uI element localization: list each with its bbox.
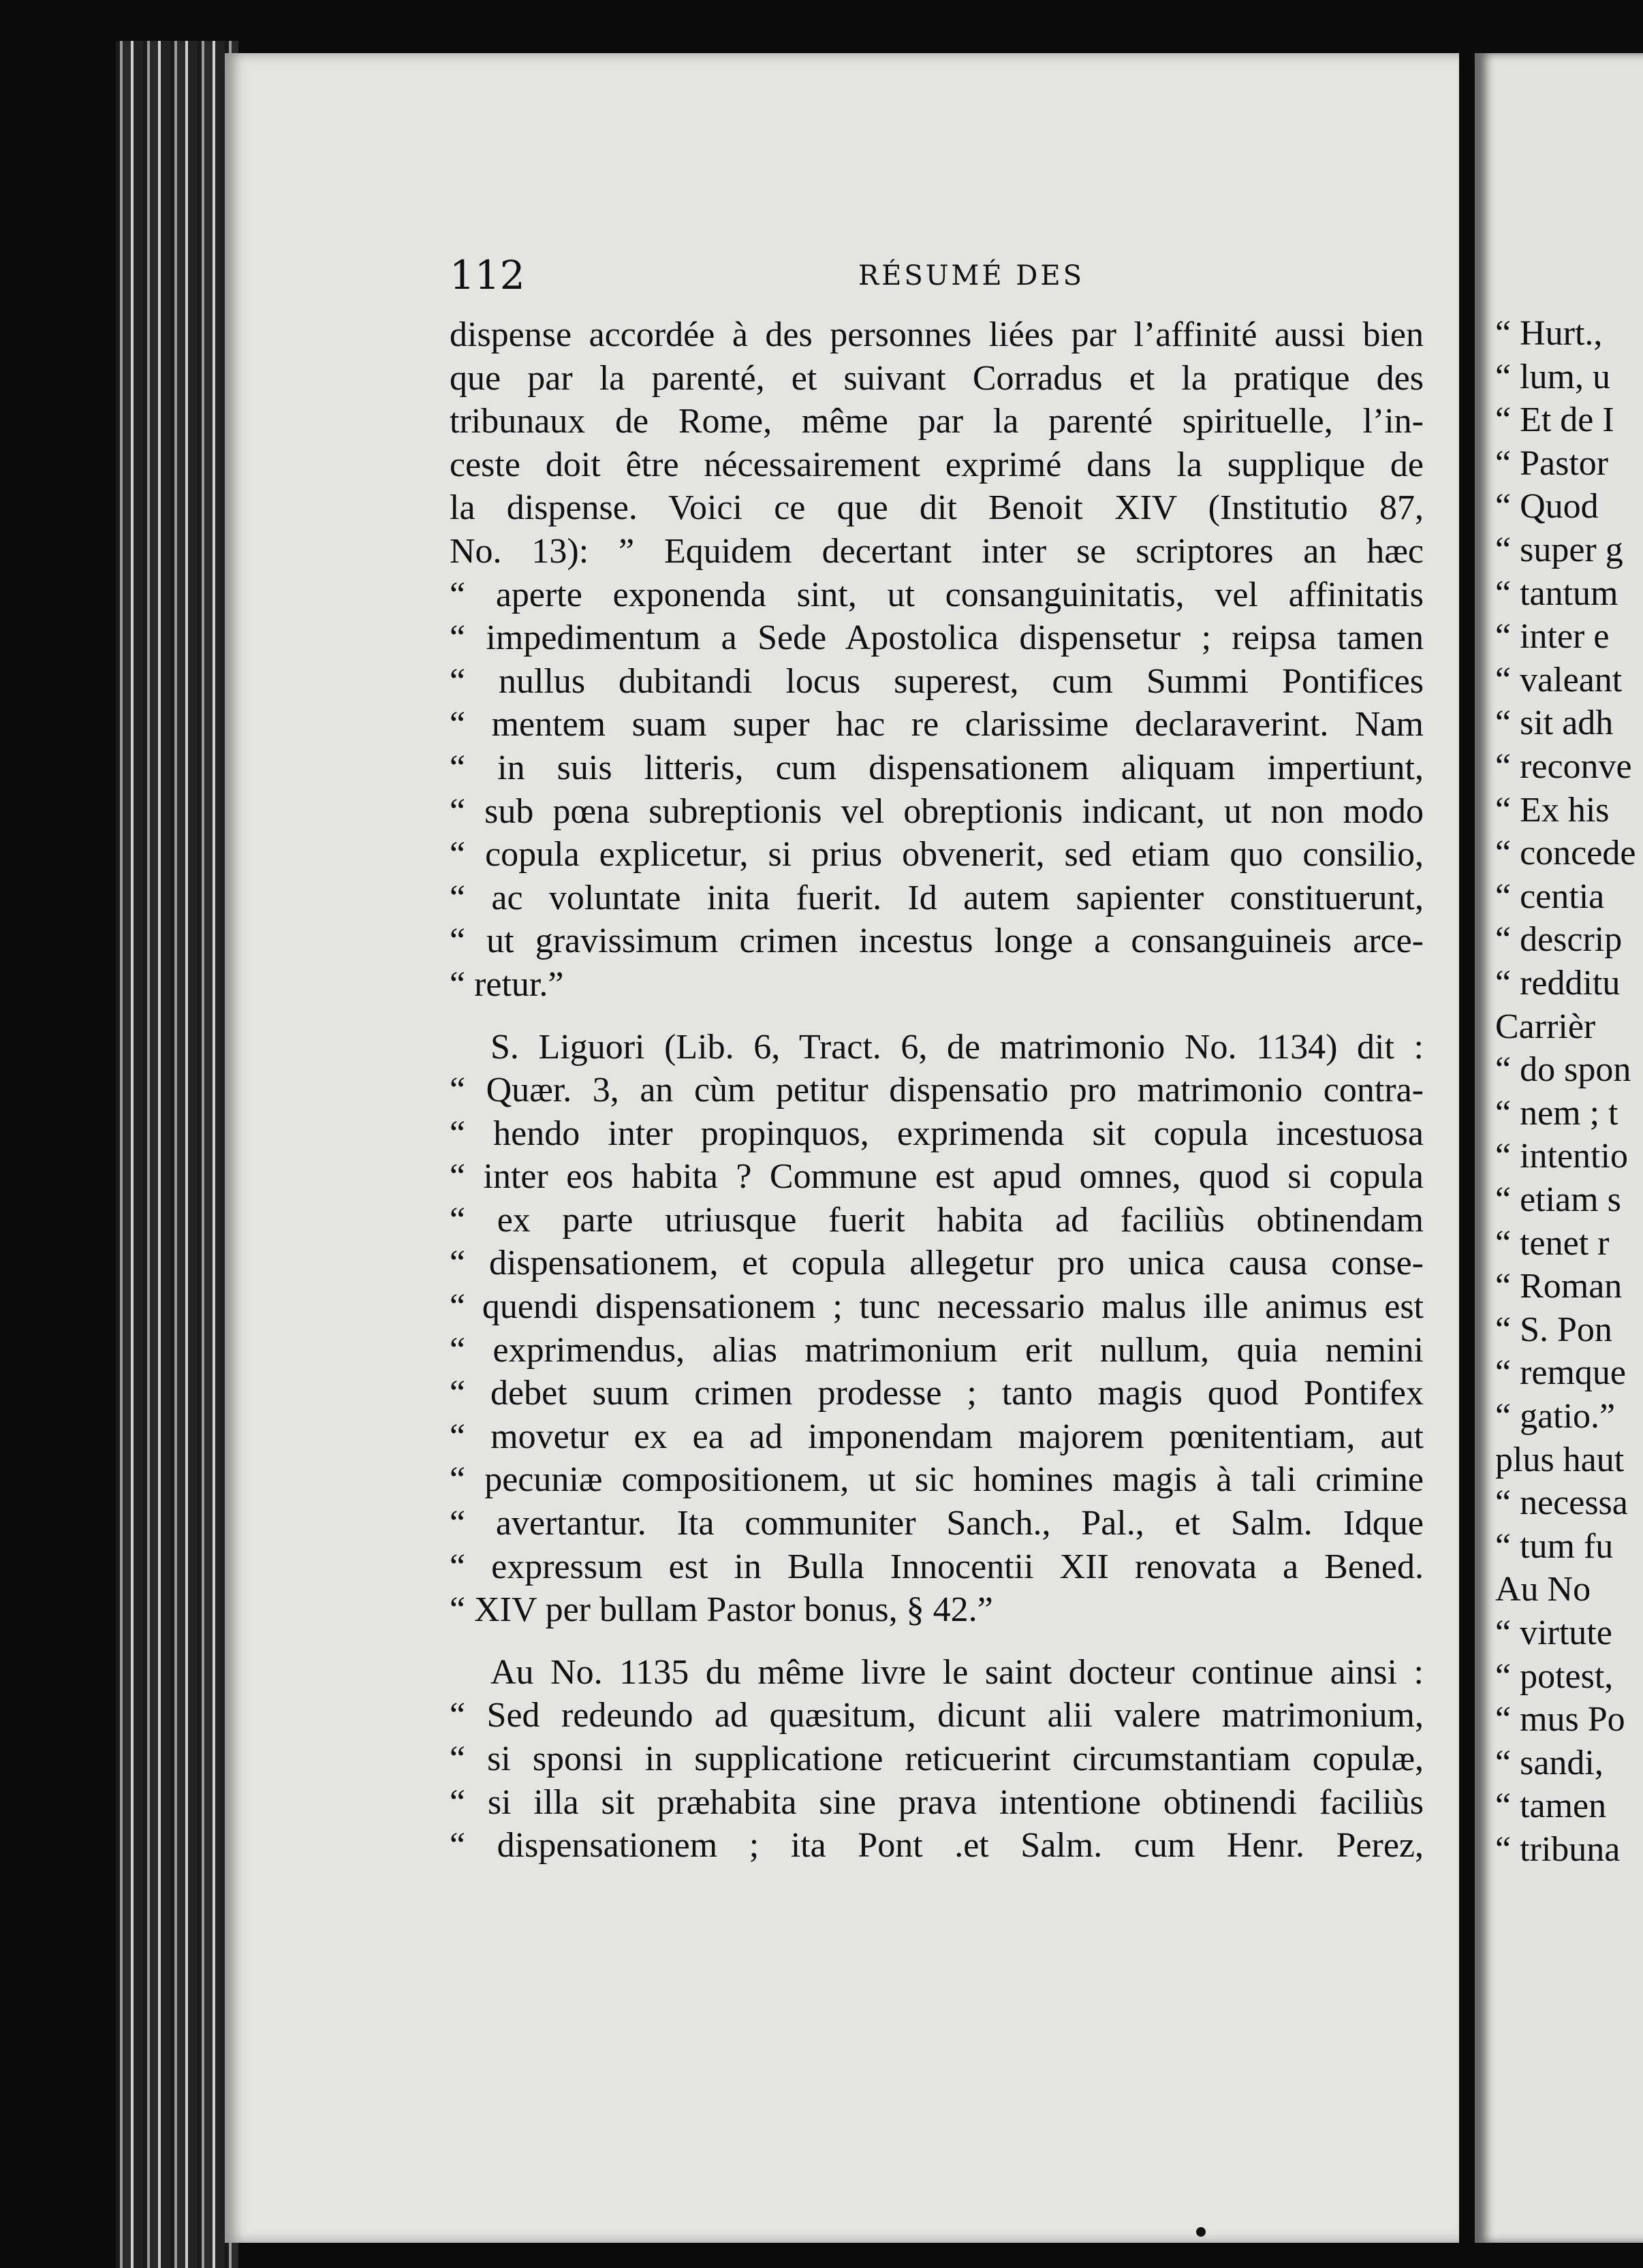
text-line: S. Liguori (Lib. 6, Tract. 6, de matrimonio No. 1134) dit : xyxy=(490,1027,1424,1067)
text-line: “ XIV per bullam Pastor bonus, § 42.” xyxy=(450,1590,993,1630)
right-page-line: “ intentio xyxy=(1495,1137,1628,1176)
right-page-line: “ necessa xyxy=(1495,1483,1628,1523)
text-line: “ movetur ex ea ad imponendam majorem pœnitentiam, aut xyxy=(450,1417,1424,1456)
right-page-line: “ concede xyxy=(1495,834,1636,873)
text-line: “ pecuniæ compositionem, ut sic homines magis à tali crimine xyxy=(450,1460,1424,1500)
right-page-line: “ Roman xyxy=(1495,1267,1623,1306)
text-line: “ mentem suam super hac re clarissime declaraverint. Nam xyxy=(450,705,1424,744)
right-page-line: “ Pastor xyxy=(1495,443,1609,483)
right-page-line: “ redditu xyxy=(1495,964,1621,1003)
right-page-line: “ Hurt., xyxy=(1495,314,1603,353)
right-page-line: “ centia xyxy=(1495,877,1605,916)
book-spine-gutter xyxy=(116,41,238,2268)
right-page-line: plus haut xyxy=(1495,1440,1625,1479)
text-line: “ exprimendus, alias matrimonium erit nullum, quia nemini xyxy=(450,1330,1424,1370)
text-line: “ aperte exponenda sint, ut consanguinitatis, vel affinitatis xyxy=(450,575,1424,614)
text-line: “ debet suum crimen prodesse ; tanto magis quod Pontifex xyxy=(450,1374,1424,1413)
text-line: “ si illa sit præhabita sine prava intentione obtinendi faciliùs xyxy=(450,1782,1424,1822)
text-line: “ ac voluntate inita fuerit. Id autem sapienter constituerunt, xyxy=(450,878,1424,917)
right-page-line: “ sandi, xyxy=(1495,1743,1603,1782)
right-page-line: “ valeant xyxy=(1495,660,1623,699)
text-line: “ sub pœna subreptionis vel obreptionis indicant, ut non modo xyxy=(450,791,1424,831)
text-line: tribunaux de Rome, même par la parenté spirituelle, l’in- xyxy=(450,402,1424,441)
right-page-line: “ virtute xyxy=(1495,1613,1612,1652)
right-page-line: “ etiam s xyxy=(1495,1180,1621,1219)
text-line: Au No. 1135 du même livre le saint docteur continue ainsi : xyxy=(490,1652,1424,1692)
text-line: “ copula explicetur, si prius obvenerit, sed etiam quo consilio, xyxy=(450,835,1424,875)
text-line: que par la parenté, et suivant Corradus et la pratique des xyxy=(450,358,1424,398)
right-page-line: “ do spon xyxy=(1495,1050,1631,1090)
running-head: RÉSUMÉ DES xyxy=(858,260,1084,292)
right-page-line: “ remque xyxy=(1495,1353,1627,1393)
right-page-line: “ lum, u xyxy=(1495,357,1610,396)
right-page-line: “ Ex his xyxy=(1495,790,1610,830)
right-page-line: “ reconve xyxy=(1495,747,1632,786)
right-page-line: “ super g xyxy=(1495,531,1623,569)
text-line: “ si sponsi in supplicatione reticuerint circumstantiam copulæ, xyxy=(450,1739,1424,1778)
text-line: “ Quær. 3, an cùm petitur dispensatio pro matrimonio contra- xyxy=(450,1071,1424,1110)
right-page-line: “ gatio.” xyxy=(1495,1397,1616,1436)
right-page-line: “ sit adh xyxy=(1495,704,1614,743)
text-line: “ dispensationem ; ita Pont .et Salm. cum Henr. Perez, xyxy=(450,1826,1424,1865)
ink-spot xyxy=(1196,2227,1206,2237)
right-page-line: “ Et de I xyxy=(1495,400,1614,440)
right-page-line: “ S. Pon xyxy=(1495,1310,1612,1349)
right-page-line: Au No xyxy=(1495,1570,1591,1609)
right-page-line: “ tribuna xyxy=(1495,1830,1621,1869)
page-number: 112 xyxy=(450,252,525,298)
text-line: “ hendo inter propinquos, exprimenda sit copula incestuosa xyxy=(450,1114,1424,1153)
right-page-line: “ Quod xyxy=(1495,487,1599,526)
body-text xyxy=(450,313,1424,1868)
text-line: “ retur.” xyxy=(450,964,564,1004)
text-line: dispense accordée à des personnes liées par l’affinité aussi bien xyxy=(450,315,1424,354)
right-page-line: “ tum fu xyxy=(1495,1526,1614,1566)
right-page-line: “ inter e xyxy=(1495,617,1610,657)
right-page-line: Carrièr xyxy=(1495,1007,1596,1046)
text-line: “ avertantur. Ita communiter Sanch., Pal., et Salm. Idque xyxy=(450,1504,1424,1543)
text-line: “ ex parte utriusque fuerit habita ad faciliùs obtinendam xyxy=(450,1200,1424,1240)
text-line: “ inter eos habita ? Commune est apud omnes, quod si copula xyxy=(450,1157,1424,1197)
text-line: la dispense. Voici ce que dit Benoit XIV (Institutio 87, xyxy=(450,488,1424,528)
right-page-line: “ nem ; t xyxy=(1495,1093,1618,1133)
right-page-line: “ tenet r xyxy=(1495,1223,1610,1263)
right-page-line: “ tantum xyxy=(1495,573,1618,613)
text-line: “ nullus dubitandi locus superest, cum Summi Pontifices xyxy=(450,661,1424,701)
text-line: “ in suis litteris, cum dispensationem aliquam impertiunt, xyxy=(450,748,1424,787)
text-line: “ impedimentum a Sede Apostolica dispensetur ; reipsa tamen xyxy=(450,618,1424,658)
text-line: “ expressum est in Bulla Innocentii XII renovata a Bened. xyxy=(450,1547,1424,1586)
right-page-line: “ tamen xyxy=(1495,1786,1607,1826)
right-page-line: “ potest, xyxy=(1495,1656,1614,1696)
text-line: No. 13): ” Equidem decertant inter se scriptores an hæc xyxy=(450,531,1424,571)
text-line: “ quendi dispensationem ; tunc necessario malus ille animus est xyxy=(450,1287,1424,1327)
text-line: ceste doit être nécessairement exprimé dans la supplique de xyxy=(450,445,1424,484)
text-line: “ ut gravissimum crimen incestus longe a consanguineis arce- xyxy=(450,922,1424,961)
right-page-line: “ descrip xyxy=(1495,920,1623,960)
text-line: “ Sed redeundo ad quæsitum, dicunt alii valere matrimonium, xyxy=(450,1696,1424,1735)
text-line: “ dispensationem, et copula allegetur pro unica causa conse- xyxy=(450,1244,1424,1283)
right-page-line: “ mus Po xyxy=(1495,1700,1625,1739)
